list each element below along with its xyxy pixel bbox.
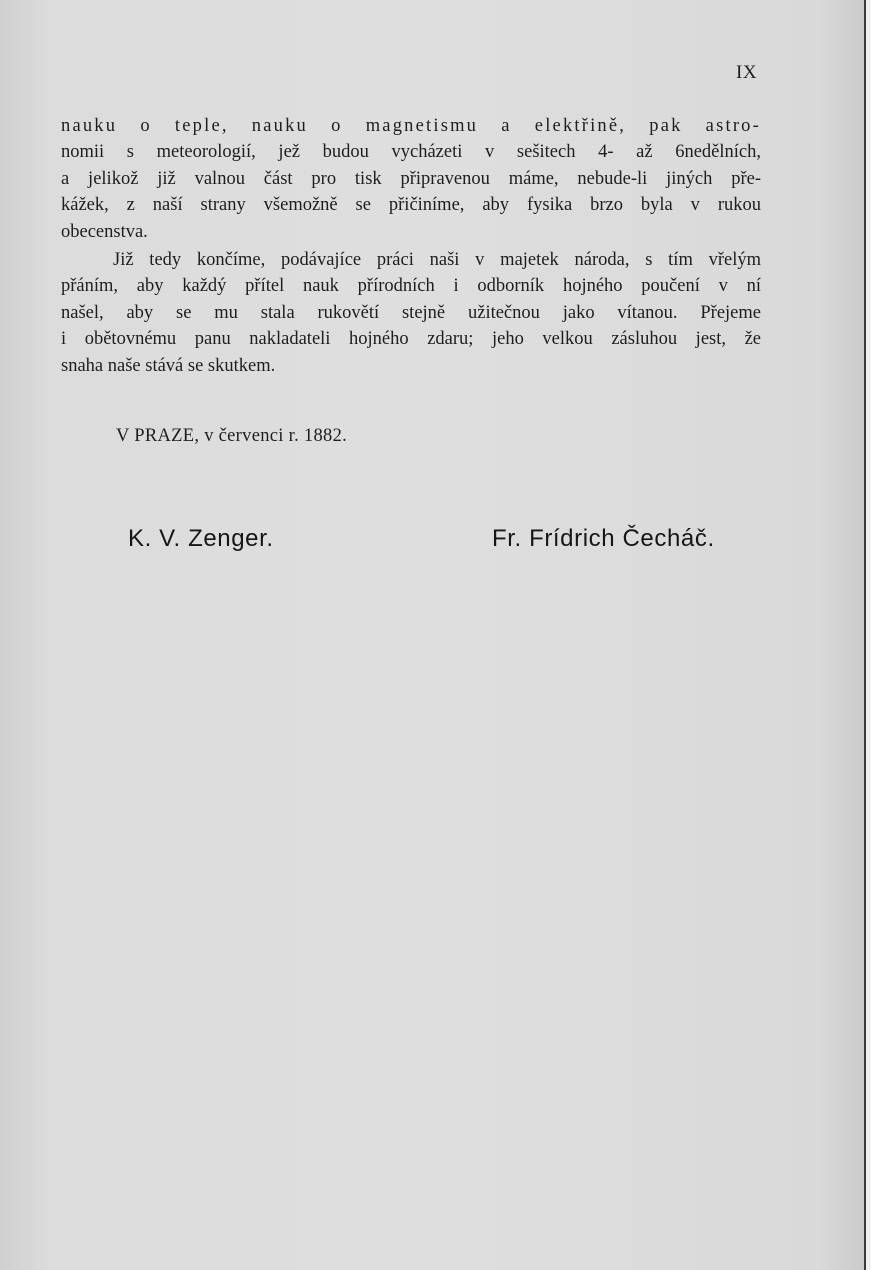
text-line: kážek, z naší strany všemožně se přičiníme, aby fysika brzo byla v rukou: [61, 195, 761, 216]
text-line: a jelikož již valnou část pro tisk připravenou máme, nebude-li jiných pře-: [61, 168, 761, 189]
text-line: nauku o teple, nauku o magnetismu a elektřině, pak astro-: [61, 116, 761, 136]
text-line: přáním, aby každý přítel nauk přírodních i odborník hojného poučení v ní: [61, 276, 761, 297]
signature-left: K. V. Zenger.: [128, 525, 274, 552]
page-number: IX: [736, 62, 758, 83]
signature-right: Fr. Frídrich Čecháč.: [492, 525, 715, 552]
text-line: snaha naše stává se skutkem.: [61, 355, 276, 376]
body-text: [61, 113, 761, 379]
text-line: našel, aby se mu stala rukovětí stejně užitečnou jako vítanou. Přejeme: [61, 302, 761, 323]
page-edge-line: [864, 0, 866, 1270]
text-line: i obětovnému panu nakladateli hojného zdaru; jeho velkou zásluhou jest, že: [61, 329, 761, 350]
paragraph-1: [61, 113, 761, 245]
text-line: nomii s meteorologií, jež budou vycházeti v sešitech 4- až 6nedělních,: [61, 142, 761, 163]
page-edge-shadow: [866, 0, 871, 1270]
text-line: Již tedy končíme, podávajíce práci naši v majetek národa, s tím vřelým: [113, 250, 761, 271]
paragraph-2: [61, 247, 761, 379]
text-line: obecenstva.: [61, 221, 148, 242]
place-date: V PRAZE, v červenci r. 1882.: [116, 426, 348, 446]
